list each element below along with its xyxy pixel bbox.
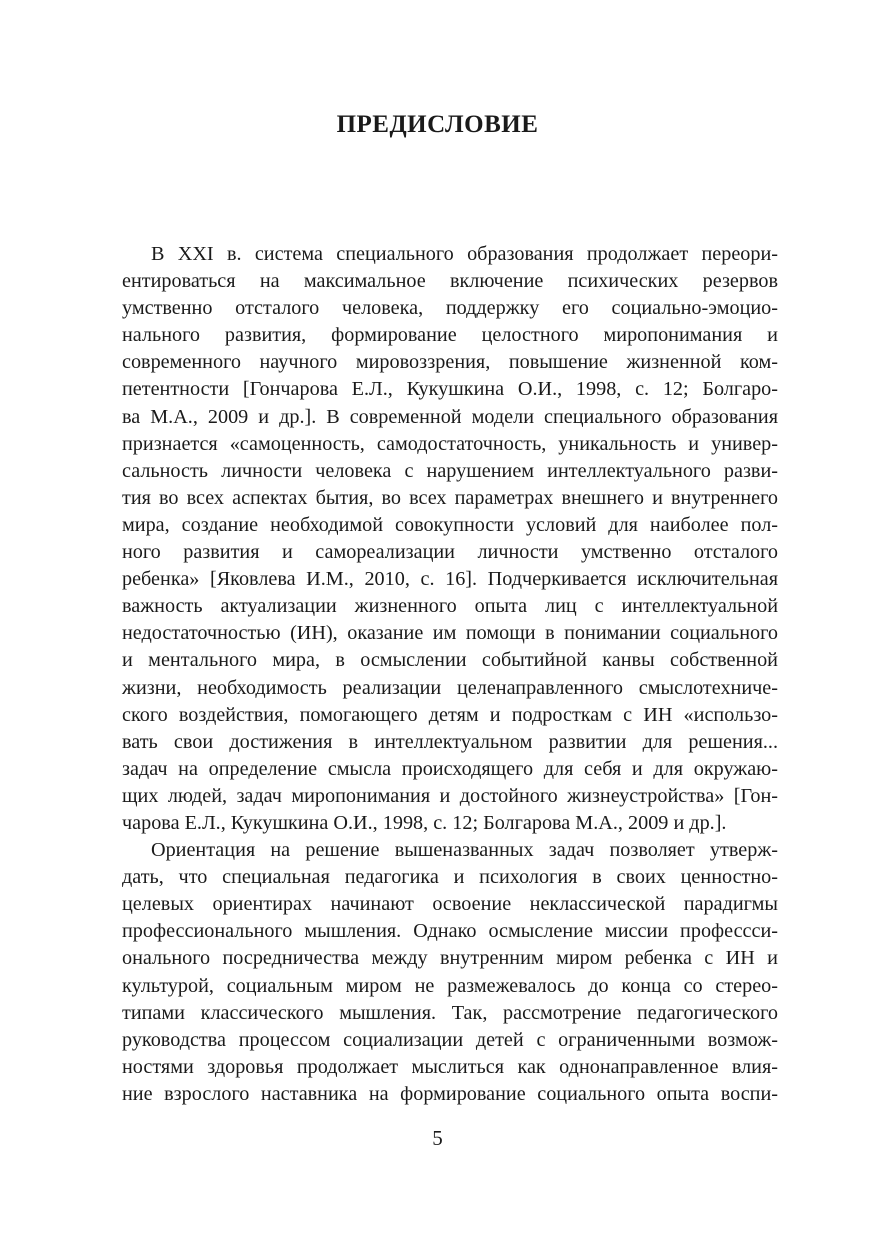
text-line: профессионального мышления. Однако осмысление миссии профессси- — [122, 920, 778, 943]
text-line: петентности [Гончарова Е.Л., Кукушкина О.И., 1998, с. 12; Болгаро- — [122, 378, 778, 401]
text-line: сальность личности человека с нарушением интеллектуального разви- — [122, 459, 778, 482]
text-line: вать свои достижения в интеллектуальном развитии для решения... — [122, 730, 778, 753]
text-line: современного научного мировоззрения, повышение жизненной ком- — [122, 351, 778, 374]
text-line: нального развития, формирование целостного миропонимания и — [122, 324, 778, 347]
text-line: задач на определение смысла происходящего для себя и для окружаю- — [122, 757, 778, 780]
text-line: тия во всех аспектах бытия, во всех параметрах внешнего и внутреннего — [122, 486, 778, 509]
text-line: признается «самоценность, самодостаточность, уникальность и универ- — [122, 432, 778, 455]
text-line: целевых ориентирах начинают освоение неклассической парадигмы — [122, 893, 778, 916]
paragraph-2 — [122, 837, 778, 1108]
body-text — [122, 241, 778, 1108]
text-line: важность актуализации жизненного опыта лиц с интеллектуальной — [122, 595, 778, 618]
text-line: щих людей, задач миропонимания и достойного жизнеустройства» [Гон- — [122, 784, 778, 807]
text-line: ние взрослого наставника на формирование социального опыта воспи- — [122, 1082, 778, 1105]
text-line: умственно отсталого человека, поддержку его социально-эмоцио- — [122, 297, 778, 320]
text-line: ребенка» [Яковлева И.М., 2010, с. 16]. Подчеркивается исключительная — [122, 568, 778, 591]
text-line: культурой, социальным миром не размежевалось до конца со стерео- — [122, 974, 778, 997]
text-line: ентироваться на максимальное включение психических резервов — [122, 270, 778, 293]
text-line: руководства процессом социализации детей с ограниченными возмож- — [122, 1028, 778, 1051]
text-line: ностями здоровья продолжает мыслиться как однонаправленное влия- — [122, 1055, 778, 1078]
text-line: чарова Е.Л., Кукушкина О.И., 1998, с. 12; Болгарова М.А., 2009 и др.]. — [122, 811, 727, 834]
text-line: В XXI в. система специального образования продолжает переори- — [151, 243, 778, 265]
page-number: 5 — [432, 1126, 443, 1150]
text-line: онального посредничества между внутренним миром ребенка с ИН и — [122, 947, 778, 970]
text-line: ва М.А., 2009 и др.]. В современной модели специального образования — [122, 405, 778, 428]
page-title: ПРЕДИСЛОВИЕ — [336, 111, 539, 138]
text-line: типами классического мышления. Так, рассмотрение педагогического — [122, 1001, 778, 1024]
text-line: недостаточностью (ИН), оказание им помощи в понимании социального — [122, 622, 778, 645]
text-line: ского воздействия, помогающего детям и подросткам с ИН «использо- — [122, 703, 778, 726]
text-line: ного развития и самореализации личности умственно отсталого — [122, 541, 778, 564]
text-line: дать, что специальная педагогика и психология в своих ценностно- — [122, 866, 778, 889]
text-line: Ориентация на решение вышеназванных задач позволяет утверж- — [151, 839, 778, 862]
paragraph-1 — [122, 241, 778, 837]
text-line: мира, создание необходимой совокупности условий для наиболее пол- — [122, 513, 778, 536]
text-line: и ментального мира, в осмыслении событийной канвы собственной — [122, 649, 778, 672]
text-line: жизни, необходимость реализации целенаправленного смыслотехниче- — [122, 676, 778, 699]
